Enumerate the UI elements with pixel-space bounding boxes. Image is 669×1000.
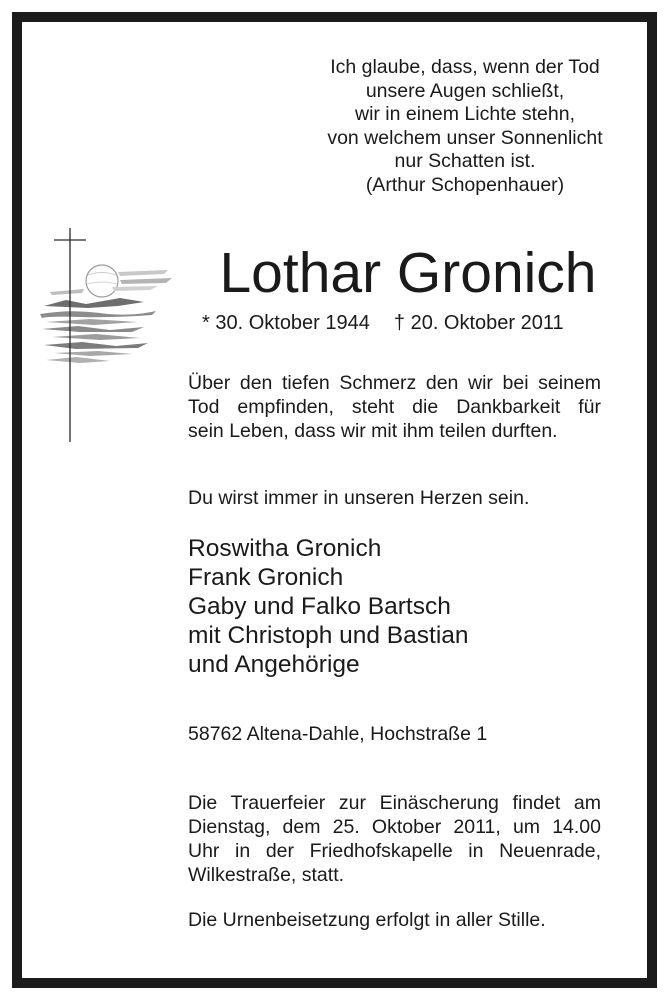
life-dates — [202, 311, 564, 335]
mourner-name: Frank Gronich — [188, 564, 344, 591]
birth-date: * 30. Oktober 1944 — [202, 312, 370, 334]
cross-sunset-icon — [40, 226, 175, 451]
schopenhauer-quote — [300, 56, 630, 197]
quote-line: wir in einem Lichte stehn, — [354, 103, 576, 125]
paragraph-line: Die Trauerfeier zur Einäscherung findet am — [188, 792, 601, 814]
deceased-name: Lothar Gronich — [219, 241, 597, 305]
mourners-list — [188, 534, 469, 679]
paragraph-line: Dienstag, dem 25. Oktober 2011, um 14.00 — [188, 816, 601, 838]
quote-author: (Arthur Schopenhauer) — [365, 173, 565, 196]
paragraph-line: Tod empfinden, steht die Dankbarkeit für — [188, 396, 601, 418]
mourner-name: und Angehörige — [188, 651, 360, 678]
mourner-name: Roswitha Gronich — [188, 535, 382, 562]
paragraph-line: Über den tiefen Schmerz den wir bei seinem — [188, 372, 601, 394]
death-date: † 20. Oktober 2011 — [393, 312, 564, 334]
mourner-name: Gaby und Falko Bartsch — [188, 593, 451, 620]
mourner-name: mit Christoph und Bastian — [188, 622, 469, 649]
farewell-line: Du wirst immer in unseren Herzen sein. — [188, 487, 530, 509]
ceremony-paragraph — [188, 791, 601, 887]
quote-line: von welchem unser Sonnenlicht — [327, 126, 603, 149]
paragraph-line: Wilkestraße, statt. — [188, 864, 345, 886]
paragraph-line: sein Leben, dass wir mit ihm teilen durften. — [188, 420, 558, 442]
paragraph-line: Uhr in der Friedhofskapelle in Neuenrade, — [188, 840, 601, 862]
quote-line: Ich glaube, dass, wenn der Tod — [330, 56, 600, 78]
gratitude-paragraph — [188, 371, 601, 443]
burial-note: Die Urnenbeisetzung erfolgt in aller Stille. — [188, 909, 546, 931]
quote-line: nur Schatten ist. — [394, 150, 536, 172]
family-address: 58762 Altena-Dahle, Hochstraße 1 — [188, 723, 488, 745]
quote-line: unsere Augen schließt, — [365, 79, 565, 102]
